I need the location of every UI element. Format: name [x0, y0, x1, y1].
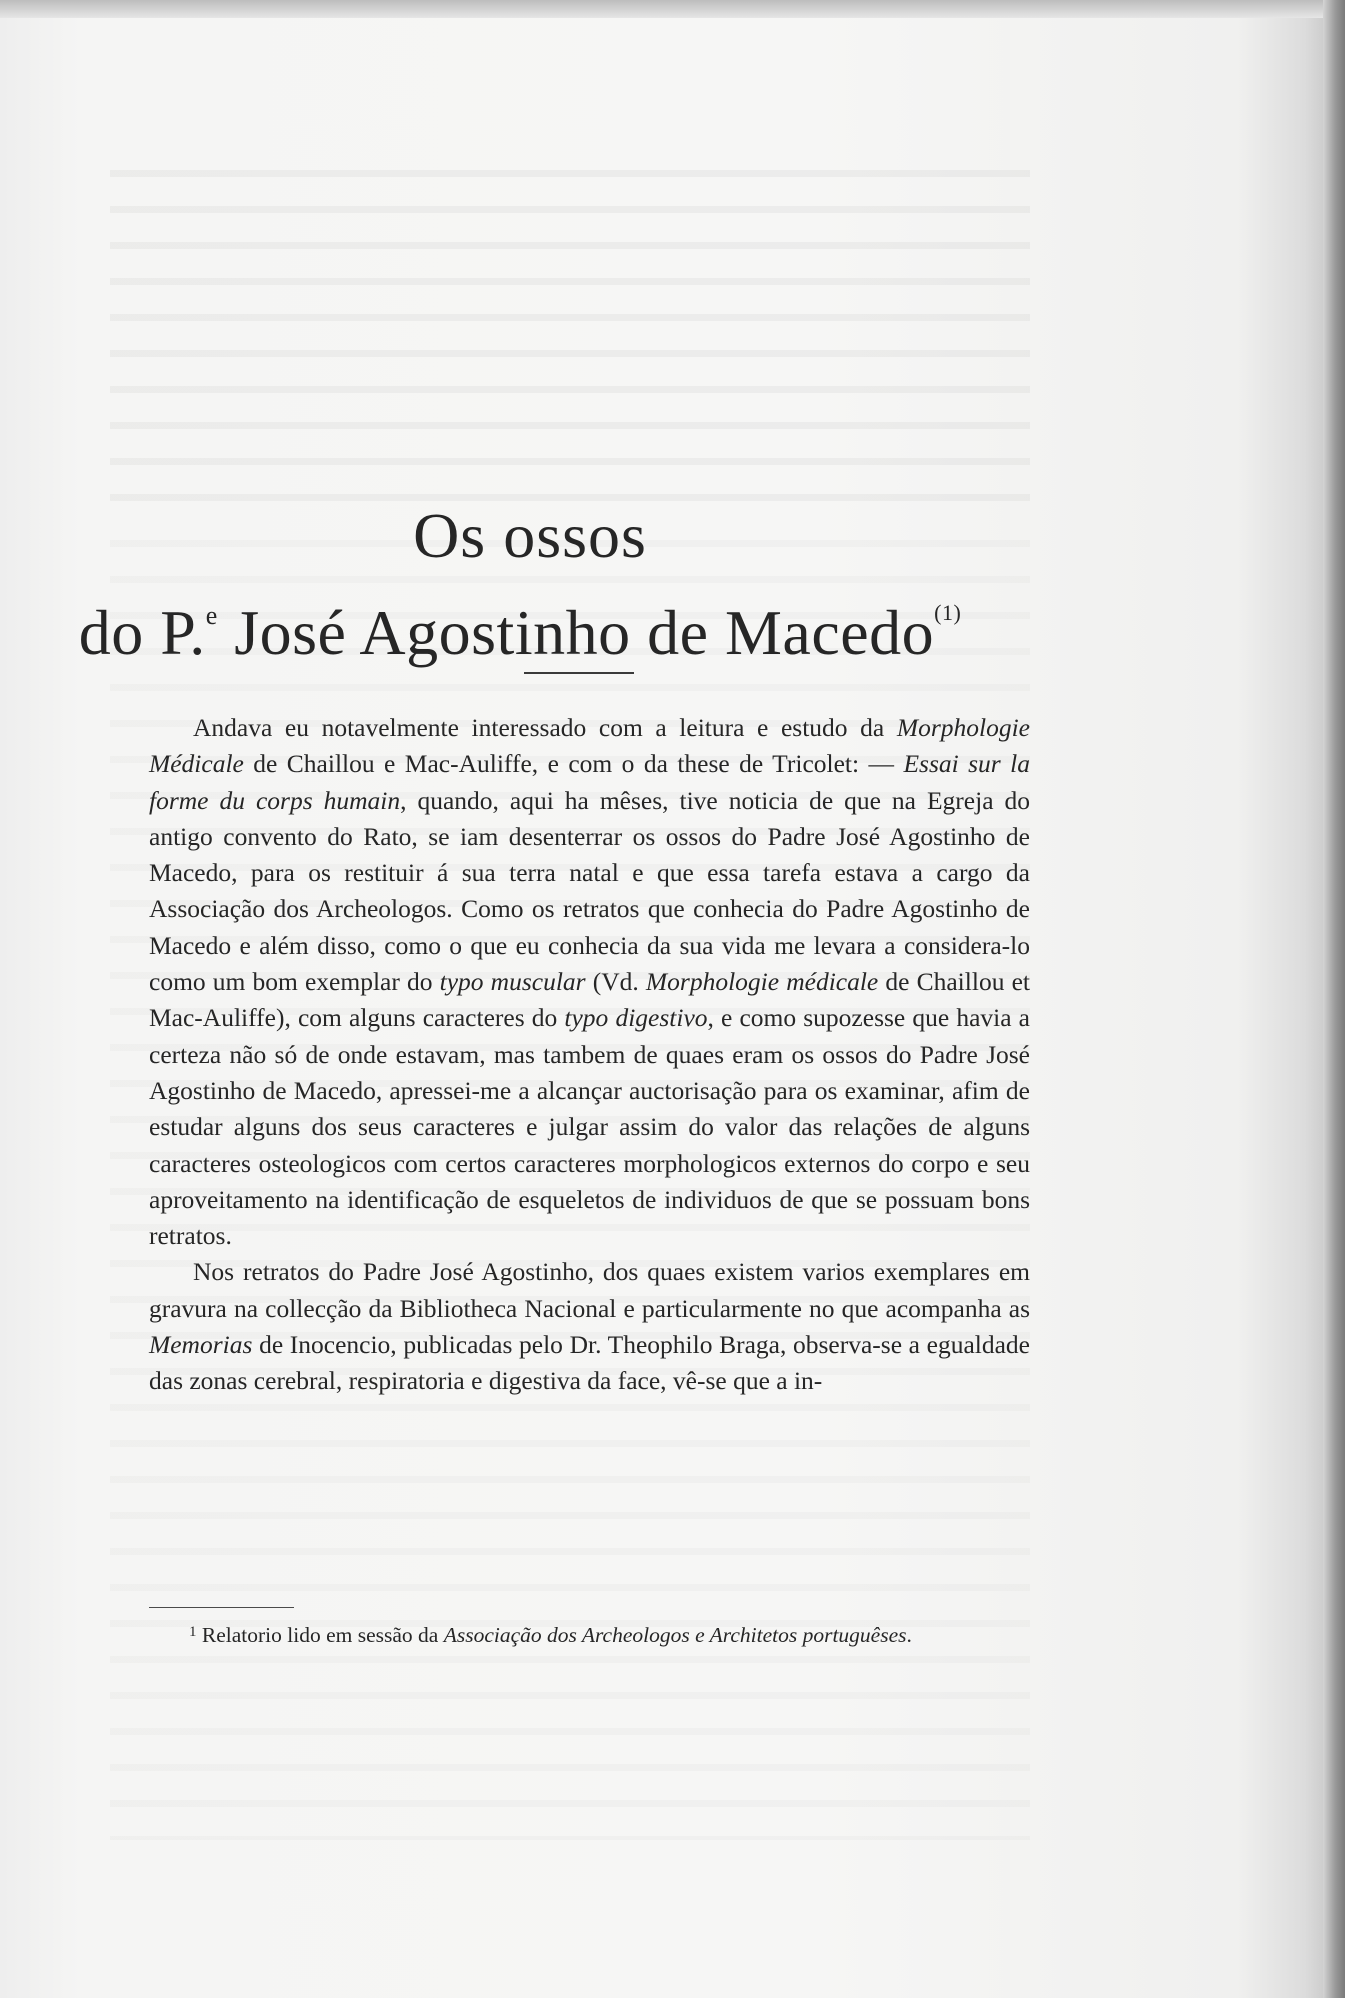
- p1-italic-3: typo muscular: [439, 967, 586, 997]
- bleed-through-texture: [110, 150, 1030, 510]
- title-line-2: [0, 572, 1040, 674]
- paragraph-1: [149, 710, 1030, 1254]
- title-divider: [524, 672, 634, 674]
- p1-text-2: de Chaillou e Mac-Auliffe, e com o da these de Tricolet: —: [243, 749, 904, 779]
- article-body: [149, 710, 1030, 1400]
- title-superscript-e: e: [205, 601, 218, 630]
- article-title: [0, 500, 1040, 674]
- page-right-edge: [1323, 0, 1345, 1998]
- p1-italic-1: Morphologie Médicale: [149, 713, 1030, 779]
- p2-italic-1: Memorias: [149, 1330, 253, 1360]
- p1-text-4: (Vd.: [585, 967, 646, 997]
- p1-italic-2: Essai sur la forme du corps humain: [149, 749, 1030, 815]
- title-name: José Agostinho de Macedo: [217, 597, 935, 668]
- title-do-p: do P.: [78, 597, 206, 668]
- p1-italic-4: Morphologie médicale: [645, 967, 879, 997]
- footnote-text-2: .: [906, 1623, 912, 1647]
- p1-text-3: , quando, aqui ha mêses, tive noticia de que na Egreja do antigo convento do Rato, se iam desenterrar os ossos do Padre José Agostinho de Macedo, para os restituir á sua terra natal e que essa tarefa estava a cargo da Associação dos Archeologos. Como os retratos que conhecia do Padre Agostinho de Macedo e além disso, como o que eu conhecia da sua vida me levara a considera-lo como um bom exemplar do: [149, 785, 1030, 997]
- title-line-1: Os ossos: [413, 500, 647, 571]
- p1-text-1: Andava eu notavelmente interessado com a leitura e estudo da: [193, 713, 897, 742]
- page-top-edge: [0, 0, 1345, 18]
- p1-text-5: de Chaillou et Mac-Auliffe), com alguns caracteres do: [149, 967, 1030, 1033]
- p2-text-1: Nos retratos do Padre José Agostinho, dos quaes existem varios exemplares em gravura na collecção da Bibliotheca Nacional e particularmente no que acompanha as: [149, 1257, 1030, 1323]
- footnote-number: 1: [189, 1624, 197, 1640]
- p1-italic-5: typo digestivo: [564, 1003, 708, 1033]
- footnote-text-1: Relatorio lido em sessão da: [196, 1623, 444, 1647]
- footnote: [149, 1617, 1030, 1651]
- p1-text-6: , e como supozesse que havia a certeza não só de onde estavam, mas tambem de quaes eram os ossos do Padre José Agostinho de Macedo, apressei-me a alcançar auctorisação para os examinar, afim de estudar alguns dos seus caracteres e julgar assim do valor das relações de alguns caracteres osteologicos com certos caracteres morphologicos externos do corpo e seu aproveitamento na identificação de esqueletos de individuos de que se possuam bons retratos.: [149, 1003, 1030, 1251]
- footnote-italic: Associação dos Archeologos e Architetos portuguêses: [443, 1623, 907, 1647]
- footnote-divider: [149, 1607, 294, 1608]
- paragraph-2: [149, 1254, 1030, 1399]
- p2-text-2: de Inocencio, publicadas pelo Dr. Theophilo Braga, observa-se a egualdade das zonas cerebral, respiratoria e digestiva da face, vê-se que a in-: [149, 1330, 1030, 1396]
- footnote-reference: (1): [934, 600, 962, 625]
